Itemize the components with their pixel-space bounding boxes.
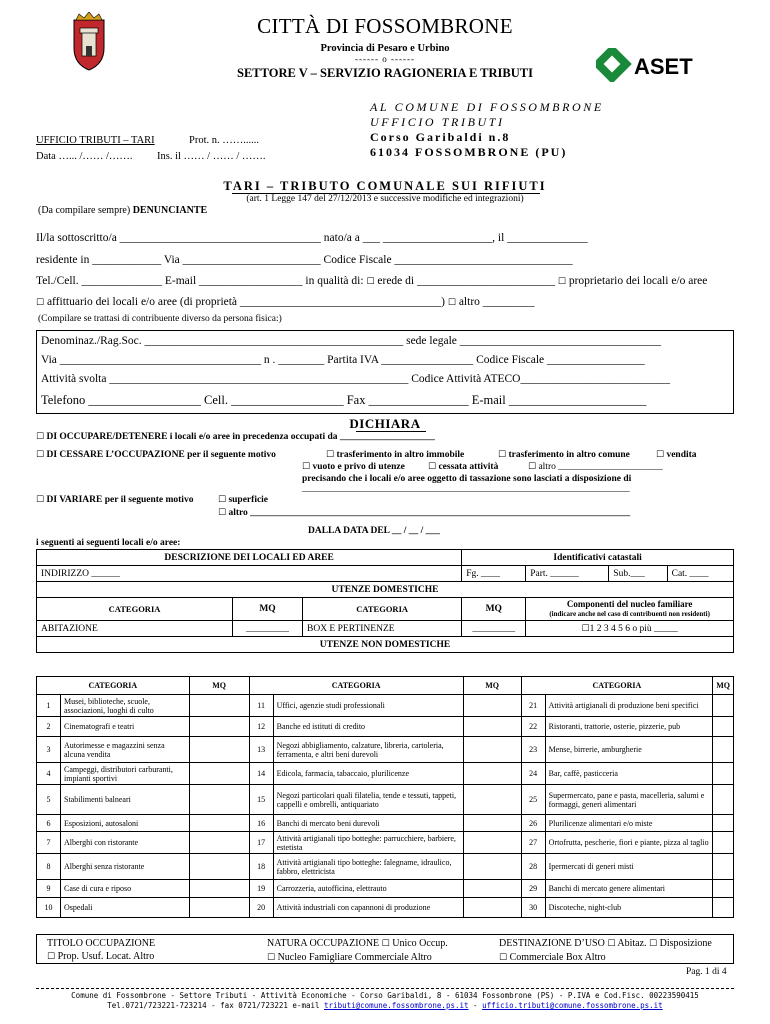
form-subtitle: (art. 1 Legge 147 del 27/12/2013 e successive modifiche ed integrazioni) — [246, 194, 524, 204]
non-domestic-table — [36, 676, 734, 918]
nd-category: Cinematografi e teatri — [61, 717, 190, 737]
nd-category: Ipermercati di generi misti — [545, 854, 713, 880]
checkbox-icon[interactable]: ☐ — [447, 298, 456, 308]
fg-cell[interactable]: Fg. ____ — [462, 566, 526, 582]
nd-number: 7 — [37, 832, 61, 854]
nd-category: Stabilimenti balneari — [61, 785, 190, 815]
nd-number: 29 — [521, 880, 545, 898]
cat-cell[interactable]: Cat. ____ — [667, 566, 733, 582]
nd-category: Uffici, agenzie studi professionali — [273, 695, 463, 717]
footer-line-1: Comune di Fossombrone - Settore Tributi - Attività Economiche - Corso Garibaldi, 8 - 61034 Fossombrone (PS) - P.IVA e Cod.Fisc. 00223590415 — [71, 991, 699, 1000]
nd-number: 28 — [521, 854, 545, 880]
nd-mq-cell[interactable] — [189, 695, 249, 717]
checkbox-icon[interactable]: ☐ — [557, 277, 566, 287]
office-label: UFFICIO TRIBUTI – TARI — [36, 135, 155, 146]
nd-row — [37, 717, 734, 737]
nd-mq-cell[interactable] — [713, 832, 734, 854]
nd-category: Plurilicenze alimentari e/o miste — [545, 815, 713, 832]
nd-mq-cell[interactable] — [463, 832, 521, 854]
nd-category: Banchi di mercato genere alimentari — [545, 880, 713, 898]
nd-number: 22 — [521, 717, 545, 737]
nd-mq-cell[interactable] — [189, 898, 249, 918]
checkbox-icon[interactable]: ☐ — [499, 953, 508, 963]
nd-number: 9 — [37, 880, 61, 898]
checkbox-icon[interactable]: ☐ — [218, 495, 227, 505]
nd-mq-cell[interactable] — [713, 763, 734, 785]
componenti-options[interactable]: ☐1 2 3 4 5 6 o più _____ — [526, 621, 734, 637]
nd-category: Campeggi, distributori carburanti, impianti sportivi — [61, 763, 190, 785]
settore-heading: SETTORE V – SERVIZIO RAGIONERIA E TRIBUTI — [237, 66, 533, 80]
nd-number: 27 — [521, 832, 545, 854]
checkbox-icon[interactable]: ☐ — [607, 939, 616, 949]
nd-mq-cell[interactable] — [189, 763, 249, 785]
nd-number: 20 — [249, 898, 273, 918]
separator: ------ o ------ — [355, 54, 415, 64]
city-title: CITTÀ DI FOSSOMBRONE — [257, 14, 513, 38]
nd-number: 26 — [521, 815, 545, 832]
checkbox-icon[interactable]: ☐ — [267, 953, 276, 963]
personal-line-2[interactable]: residente in ____________ Via ________________________ Codice Fiscale _______________________________ — [36, 254, 573, 266]
nd-category: Attività artigianali tipo botteghe: parrucchiere, barbiere, estetista — [273, 832, 463, 854]
company-row-3[interactable]: Attività svolta ____________________________________________________ Codice Attività ATECO__________________________ — [41, 373, 670, 385]
opt-altro-2[interactable]: ☐ altro ________________________________________________________________________________ — [218, 508, 631, 518]
nd-number: 13 — [249, 737, 273, 763]
nd-mq-cell[interactable] — [713, 815, 734, 832]
personal-line-1[interactable]: Il/la sottoscritto/a ___________________________________ nato/a a ___ ___________________, il ______________ — [36, 232, 588, 244]
personal-line-4[interactable]: ☐ affittuario dei locali e/o aree (di proprietà ___________________________________) ☐ altro _________ — [36, 296, 535, 308]
natura-options[interactable]: ☐ Nucleo Famigliare Commerciale Altro — [267, 952, 432, 963]
nd-category: Alberghi senza ristorante — [61, 854, 190, 880]
nd-mq-cell[interactable] — [713, 880, 734, 898]
titolo-group: TITOLO OCCUPAZIONE ☐ Prop. Usuf. Locat. Altro — [47, 938, 156, 962]
footer-line-2: Tel.0721/723221-723214 - fax 0721/723221 e-mail tributi@comune.fossombrone.ps.it - ufficio.tributi@comune.fossombrone.ps.it — [107, 1001, 663, 1010]
nd-category: Attività industriali con capannoni di produzione — [273, 898, 463, 918]
nd-mq-cell[interactable] — [189, 737, 249, 763]
part-cell[interactable]: Part. ______ — [526, 566, 609, 582]
nd-mq-cell[interactable] — [189, 832, 249, 854]
checkbox-icon[interactable]: ☐ — [428, 462, 437, 472]
nd-cat-header: CATEGORIA — [521, 677, 713, 695]
nd-mq-cell[interactable] — [463, 880, 521, 898]
nd-mq-cell[interactable] — [713, 695, 734, 717]
abitazione-cell: ABITAZIONE — [37, 621, 233, 637]
box-mq[interactable]: _________ — [462, 621, 526, 637]
opt-trasf-imm[interactable]: ☐ trasferimento in altro immobile — [326, 450, 465, 460]
categoria-header: CATEGORIA — [37, 598, 233, 621]
nd-category: Negozi particolari quali filatelia, tende e tessuti, tappeti, cappelli e ombrelli, antiquariato — [273, 785, 463, 815]
nd-row — [37, 898, 734, 918]
precisando-line[interactable]: _____________________________________________________________________ — [302, 484, 630, 494]
nd-number: 24 — [521, 763, 545, 785]
nd-number: 10 — [37, 898, 61, 918]
page-number: Pag. 1 di 4 — [686, 967, 727, 977]
nd-number: 14 — [249, 763, 273, 785]
nd-mq-cell[interactable] — [463, 785, 521, 815]
nd-mq-cell[interactable] — [463, 717, 521, 737]
office-box — [36, 133, 316, 165]
aset-wordmark: ASET — [634, 54, 693, 79]
categoria-header: CATEGORIA — [303, 598, 462, 621]
ins-field: Ins. il …… / …… / ……. — [157, 151, 266, 162]
checkbox-icon[interactable]: ☐ — [36, 450, 45, 460]
nd-mq-header: MQ — [189, 677, 249, 695]
checkbox-icon[interactable]: ☐ — [326, 450, 335, 460]
footer — [0, 991, 770, 1011]
sub-cell[interactable]: Sub.___ — [609, 566, 667, 582]
opt-cessata[interactable]: ☐ cessata attività — [428, 462, 499, 472]
nd-mq-cell[interactable] — [713, 898, 734, 918]
nd-mq-cell[interactable] — [463, 763, 521, 785]
destinazione-group: DESTINAZIONE D’USO ☐ Abitaz. ☐ Disposizione ☐ Commerciale Box Altro — [499, 938, 712, 963]
nd-number: 16 — [249, 815, 273, 832]
form-title: TARI – TRIBUTO COMUNALE SUI RIFIUTI — [223, 179, 547, 193]
nd-row — [37, 880, 734, 898]
nd-number: 25 — [521, 785, 545, 815]
variare-option[interactable]: ☐ DI VARIARE per il seguente motivo — [36, 495, 194, 505]
nd-number: 1 — [37, 695, 61, 717]
nd-category: Ospedali — [61, 898, 190, 918]
company-row-2[interactable]: Via ___________________________________ n . ________ Partita IVA ________________ Codice Fiscale _________________ — [41, 354, 645, 366]
checkbox-icon[interactable]: ☐ — [218, 508, 227, 518]
utenze-non-dom-header: UTENZE NON DOMESTICHE — [37, 637, 734, 653]
nd-number: 23 — [521, 737, 545, 763]
descr-header: DESCRIZIONE DEI LOCALI ED AREE — [37, 550, 462, 566]
nd-category: Musei, biblioteche, scuole, associazioni, luoghi di culto — [61, 695, 190, 717]
opt-superficie[interactable]: ☐ superficie — [218, 495, 269, 505]
checkbox-icon[interactable]: ☐ — [36, 495, 45, 505]
utenze-dom-header: UTENZE DOMESTICHE — [37, 582, 734, 598]
nd-number: 30 — [521, 898, 545, 918]
opt-vendita[interactable]: ☐ vendita — [656, 450, 697, 460]
compile-note: (Da compilare sempre) DENUNCIANTE — [38, 205, 208, 216]
personal-line-3[interactable]: Tel./Cell. ______________ E-mail __________________ in qualità di: ☐ erede di ________________________ ☐ proprietario dei locali e/o aree — [36, 275, 708, 287]
cessare-option[interactable]: ☐ DI CESSARE L’OCCUPAZIONE per il seguente motivo — [36, 450, 276, 460]
nd-mq-cell[interactable] — [189, 854, 249, 880]
nd-number: 2 — [37, 717, 61, 737]
titolo-options[interactable]: ☐ Prop. Usuf. Locat. Altro — [47, 951, 155, 962]
mq-header: MQ — [233, 598, 303, 621]
nd-category: Alberghi con ristorante — [61, 832, 190, 854]
nd-category: Banche ed istituti di credito — [273, 717, 463, 737]
componenti-header: Componenti del nucleo familiare (indicare anche nel caso di contribuenti non residenti) — [526, 598, 734, 621]
ident-header: Identificativi catastali — [462, 550, 734, 566]
nd-mq-cell[interactable] — [463, 898, 521, 918]
nd-number: 15 — [249, 785, 273, 815]
date-field: Data …... /…… /……. — [36, 151, 133, 162]
nd-cat-header: CATEGORIA — [37, 677, 190, 695]
nd-number: 3 — [37, 737, 61, 763]
nd-category: Bar, caffè, pasticceria — [545, 763, 713, 785]
checkbox-icon[interactable]: ☐ — [47, 952, 56, 962]
prot-field: Prot. n. ……...... — [189, 135, 260, 146]
nd-number: 17 — [249, 832, 273, 854]
checkbox-icon[interactable]: ☐ — [381, 939, 390, 949]
nd-mq-cell[interactable] — [713, 785, 734, 815]
nd-row — [37, 737, 734, 763]
dalla-data[interactable]: DALLA DATA DEL __ / __ / ___ — [308, 526, 440, 536]
checkbox-icon[interactable]: ☐ — [36, 298, 45, 308]
nd-mq-cell[interactable] — [189, 785, 249, 815]
nd-mq-cell[interactable] — [713, 717, 734, 737]
nd-category: Attività artigianali di produzione beni specifici — [545, 695, 713, 717]
nd-cat-header: CATEGORIA — [249, 677, 463, 695]
nd-mq-cell[interactable] — [463, 737, 521, 763]
nd-number: 19 — [249, 880, 273, 898]
checkbox-icon[interactable]: ☐ — [498, 450, 507, 460]
nd-category: Edicola, farmacia, tabaccaio, plurilicenze — [273, 763, 463, 785]
nd-mq-cell[interactable] — [189, 815, 249, 832]
address-line: 61034 FOSSOMBRONE (PU) — [370, 145, 568, 159]
nd-row — [37, 785, 734, 815]
nd-category: Ristoranti, trattorie, osterie, pizzerie, pub — [545, 717, 713, 737]
nd-category: Carrozzeria, autofficina, elettrauto — [273, 880, 463, 898]
nd-number: 18 — [249, 854, 273, 880]
checkbox-icon[interactable]: ☐ — [581, 623, 590, 634]
checkbox-icon[interactable]: ☐ — [366, 277, 375, 287]
nd-category: Supermercato, pane e pasta, macelleria, salumi e formaggi, generi alimentari — [545, 785, 713, 815]
footer-rule — [36, 988, 734, 989]
nd-row — [37, 832, 734, 854]
nd-mq-header: MQ — [713, 677, 734, 695]
opt-vuoto[interactable]: ☐ vuoto e privo di utenze — [302, 462, 405, 472]
nd-number: 21 — [521, 695, 545, 717]
checkbox-icon[interactable]: ☐ — [36, 432, 45, 442]
checkbox-icon[interactable]: ☐ — [649, 939, 658, 949]
email-link[interactable]: ufficio.tributi@comune.fossombrone.ps.it — [482, 1001, 663, 1010]
address-line: UFFICIO TRIBUTI — [370, 115, 505, 129]
mq-header: MQ — [462, 598, 526, 621]
nd-category: Negozi abbigliamento, calzature, libreria, cartoleria, ferramenta, e altri beni durevoli — [273, 737, 463, 763]
nd-category: Discoteche, night-club — [545, 898, 713, 918]
email-link[interactable]: tributi@comune.fossombrone.ps.it — [324, 1001, 469, 1010]
nd-mq-cell[interactable] — [463, 854, 521, 880]
opt-altro[interactable]: ☐ altro ______________________ — [528, 462, 663, 472]
nd-category: Case di cura e riposo — [61, 880, 190, 898]
checkbox-icon[interactable]: ☐ — [302, 462, 311, 472]
nd-category: Esposizioni, autosaloni — [61, 815, 190, 832]
nd-category: Attività artigianali tipo botteghe: falegname, idraulico, fabbro, elettricista — [273, 854, 463, 880]
natura-group: NATURA OCCUPAZIONE ☐ Unico Occup. ☐ Nucleo Famigliare Commerciale Altro — [267, 938, 448, 963]
opt-trasf-com[interactable]: ☐ trasferimento in altro comune — [498, 450, 630, 460]
abitazione-mq[interactable]: _________ — [233, 621, 303, 637]
recipient-address — [370, 100, 604, 160]
nd-row — [37, 763, 734, 785]
checkbox-icon[interactable]: ☐ — [656, 450, 665, 460]
nd-number: 11 — [249, 695, 273, 717]
address-line: AL COMUNE DI FOSSOMBRONE — [370, 100, 604, 114]
seguenti-note: i seguenti ai seguenti locali e/o aree: — [36, 538, 181, 548]
nd-mq-cell[interactable] — [463, 695, 521, 717]
occupare-option[interactable]: ☐ DI OCCUPARE/DETENERE i locali e/o aree in precedenza occupati da ____________________ — [36, 432, 435, 442]
nd-row — [37, 695, 734, 717]
company-box — [36, 330, 734, 414]
indirizzo-cell[interactable]: INDIRIZZO ______ — [37, 566, 462, 582]
nd-mq-cell[interactable] — [713, 854, 734, 880]
nd-category: Banchi di mercato beni durevoli — [273, 815, 463, 832]
precisando-text: precisando che i locali e/o aree oggetto di tassazione sono lasciati a disposizione di — [302, 474, 632, 484]
nd-row — [37, 815, 734, 832]
nd-number: 8 — [37, 854, 61, 880]
province: Provincia di Pesaro e Urbino — [320, 43, 450, 54]
nd-number: 6 — [37, 815, 61, 832]
nd-category: Mense, birrerie, amburgherie — [545, 737, 713, 763]
nd-number: 4 — [37, 763, 61, 785]
nd-row — [37, 854, 734, 880]
nd-mq-cell[interactable] — [463, 815, 521, 832]
locali-table — [36, 549, 734, 653]
nd-number: 12 — [249, 717, 273, 737]
address-line: Corso Garibaldi n.8 — [370, 130, 511, 144]
company-note: (Compilare se trattasi di contribuente diverso da persona fisica:) — [38, 314, 282, 324]
dichiara-heading: DICHIARA — [349, 416, 421, 431]
nd-category: Autorimesse e magazzini senza alcuna vendita — [61, 737, 190, 763]
occupation-box — [36, 934, 734, 964]
destinazione-options[interactable]: ☐ Commerciale Box Altro — [499, 952, 606, 963]
company-row-1[interactable]: Denominaz./Rag.Soc. _____________________________________________ sede legale ___________________________________ — [41, 335, 661, 347]
company-row-4[interactable]: Telefono __________________ Cell. __________________ Fax ________________ E-mail ______________________ — [41, 393, 647, 407]
nd-mq-cell[interactable] — [189, 717, 249, 737]
box-cell: BOX E PERTINENZE — [303, 621, 462, 637]
nd-mq-header: MQ — [463, 677, 521, 695]
nd-mq-cell[interactable] — [189, 880, 249, 898]
nd-category: Ortofrutta, pescherie, fiori e piante, pizza al taglio — [545, 832, 713, 854]
checkbox-icon[interactable]: ☐ — [528, 462, 537, 472]
nd-number: 5 — [37, 785, 61, 815]
nd-mq-cell[interactable] — [713, 737, 734, 763]
